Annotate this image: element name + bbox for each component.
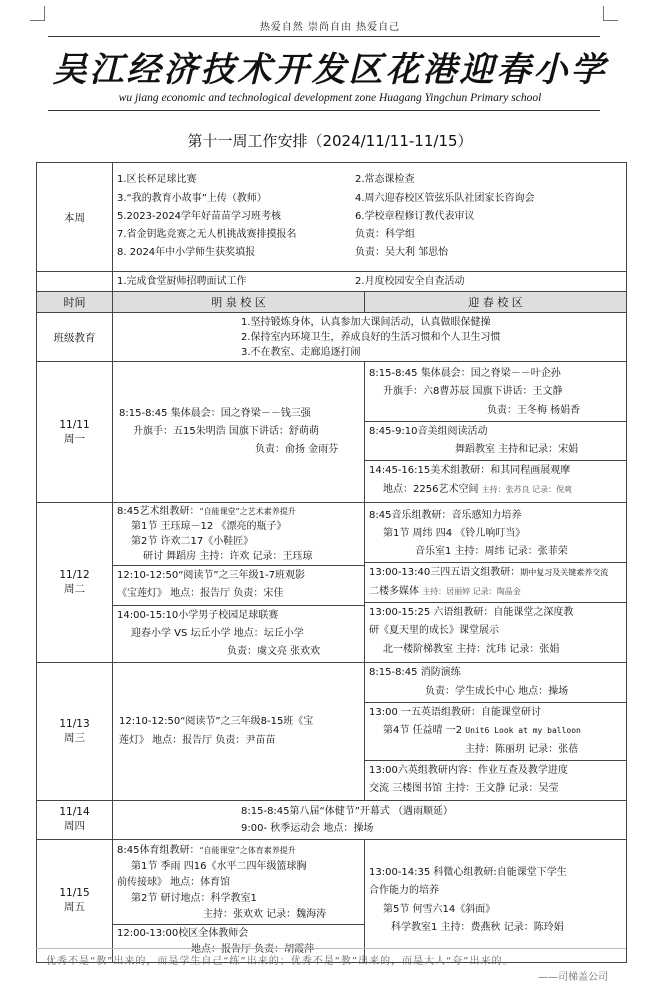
schedule-table xyxy=(36,162,627,963)
header-time: 时间 xyxy=(37,292,113,313)
benzhou-content: 1.区长杯足球比赛 2.常态课检查 3.“我的教育小故事”上传（教师） 4.周六迎春校区管弦乐队社团家长咨询会 5.2023-2024学年好苗苗学习班考核 6.学校章程修订教代表审议 7.省金钥匙竞赛之无人机挑战赛排摸报名 负责：科学组 8. 2024年中小学师生获奖填报 负责：吴大利 邹思怡 xyxy=(113,163,627,272)
day-label-thu: 11/14 周四 xyxy=(37,800,113,839)
day-label-fri: 11/15 周五 xyxy=(37,839,113,962)
benzhou-extra-row: 1.完成食堂厨师招聘面试工作 2.月度校园安全自查活动 xyxy=(37,272,627,292)
thu-content: 8:15-8:45第八届“体健节”开幕式 （遇雨顺延） 9:00- 秋季运动会 地点：操场 xyxy=(113,800,627,839)
tue-yingchun: 8:45音乐组教研：音乐感知力培养 第1节 周纬 四4 《铃儿响叮当》 音乐室1 主持：周纬 记录：张菲荣 13:00-13:40三四五语文组教研：期中复习及关键素养交流 二楼多媒体 主持：居丽婷 记录：陶晶金 13:00-15:25 六语组教研：自能课堂之深度教 研《夏天里的成长》课堂展示 北一楼阶梯教室 主持：沈玮 记录：张娟 xyxy=(365,503,627,663)
header-motto: 热爱自然 崇尚自由 热爱自己 xyxy=(259,22,401,33)
footer-quote: 优秀不是“教”出来的，而是学生自己“练”出来的；优秀不是“教”出来的，而是大人“夸”出来的。 xyxy=(46,956,514,967)
wed-yingchun: 8:15-8:45 消防演练 负责：学生成长中心 地点：操场 13:00 一五英语组教研：自能课堂研讨 第4节 任益晴 一2 Unit6 Look at my balloon 主持：陈丽玥 记录：张蓓 13:00六英组教研内容：作业互查及教学进度 交流 三楼图书馆 主持：王文静 记录：吴莹 xyxy=(365,663,627,800)
school-name-en: wu jiang economic and technological development zone Huagang Yingchun Primary school xyxy=(118,92,542,104)
benzhou-row xyxy=(37,163,627,272)
fri-yingchun: 13:00-14:35 科微心组教研:自能课堂下学生 合作能力的培养 第5节 何雪六14《斜面》 科学教室1 主持：费燕秋 记录：陈玲娟 xyxy=(365,839,627,962)
footer-author: ——司梯盖公司 xyxy=(538,972,608,983)
day-row-thu xyxy=(37,800,627,839)
mon-mingquan: 8:15-8:45 集体晨会：国之脊梁－－钱三强 升旗手：五15朱明浩 国旗下讲话：舒萌萌 负责：俞扬 金雨芬 xyxy=(113,362,365,503)
header-mingquan: 明 泉 校 区 xyxy=(113,292,365,313)
mon-yingchun: 8:15-8:45 集体晨会：国之脊梁－－叶企孙 升旗手：六8曹苏辰 国旗下讲话：王文静 负责：王冬梅 杨娟香 8:45-9:10音美组阅读活动 舞蹈教室 主持和记录：宋娟 14:45-16:15美术组教研：和其同程画展观摩 地点：2256艺术空间 主持：张苏良 记录：倪爽 xyxy=(365,362,627,503)
day-label-wed: 11/13 周三 xyxy=(37,663,113,800)
banji-content: 1.坚持锻炼身体，认真参加大课间活动，认真做眼保健操 2.保持室内环境卫生，养成良好的生活习惯和个人卫生习惯 3.不在教室、走廊追逐打闹 xyxy=(113,313,627,362)
day-row-mon xyxy=(37,362,627,503)
header-yingchun: 迎 春 校 区 xyxy=(365,292,627,313)
benzhou-label: 本周 xyxy=(37,163,113,272)
footer-rule xyxy=(36,948,626,949)
header-rule xyxy=(48,36,600,37)
banji-label: 班级教育 xyxy=(37,313,113,362)
day-label-tue: 11/12 周二 xyxy=(37,503,113,663)
day-row-wed xyxy=(37,663,627,800)
table-header xyxy=(37,292,627,313)
wed-mingquan: 12:10-12:50“阅读节”之三年级8-15班《宝 莲灯》 地点：报告厅 负责：尹苗苗 xyxy=(113,663,365,800)
page-title: 第十一周工作安排（2024/11/11-11/15） xyxy=(187,132,473,150)
fri-mingquan: 8:45体育组教研：“自能课堂”之体育素养提升 第1节 季雨 四16《水平二四年级篮球胸 前传接球》 地点：体育馆 第2节 研讨地点：科学教室1 主持：张欢欢 记录：魏海涛 12:00-13:00校区全体教师会 地点：报告厅 负责：胡霞萍 xyxy=(113,839,365,962)
header-rule-2 xyxy=(48,110,600,111)
day-row-tue xyxy=(37,503,627,663)
tue-mingquan: 8:45艺术组教研：“自能课堂”之艺术素养提升 第1节 王珏琼－12 《漂亮的瓶子》 第2节 许欢二17《小鞋匠》 研讨 舞蹈房 主持：许欢 记录：王珏琼 12:10-12:50“阅读节”之三年级1-7班观影 《宝莲灯》 地点：报告厅 负责：宋佳 14:00-15:10小学男子校园足球联赛 迎春小学 VS 坛丘小学 地点：坛丘小学 负责：虞文亮 张欢欢 xyxy=(113,503,365,663)
day-row-fri xyxy=(37,839,627,962)
banji-row xyxy=(37,313,627,362)
day-label-mon: 11/11 周一 xyxy=(37,362,113,503)
school-name-cn: 吴江经济技术开发区花港迎春小学 xyxy=(52,50,608,90)
